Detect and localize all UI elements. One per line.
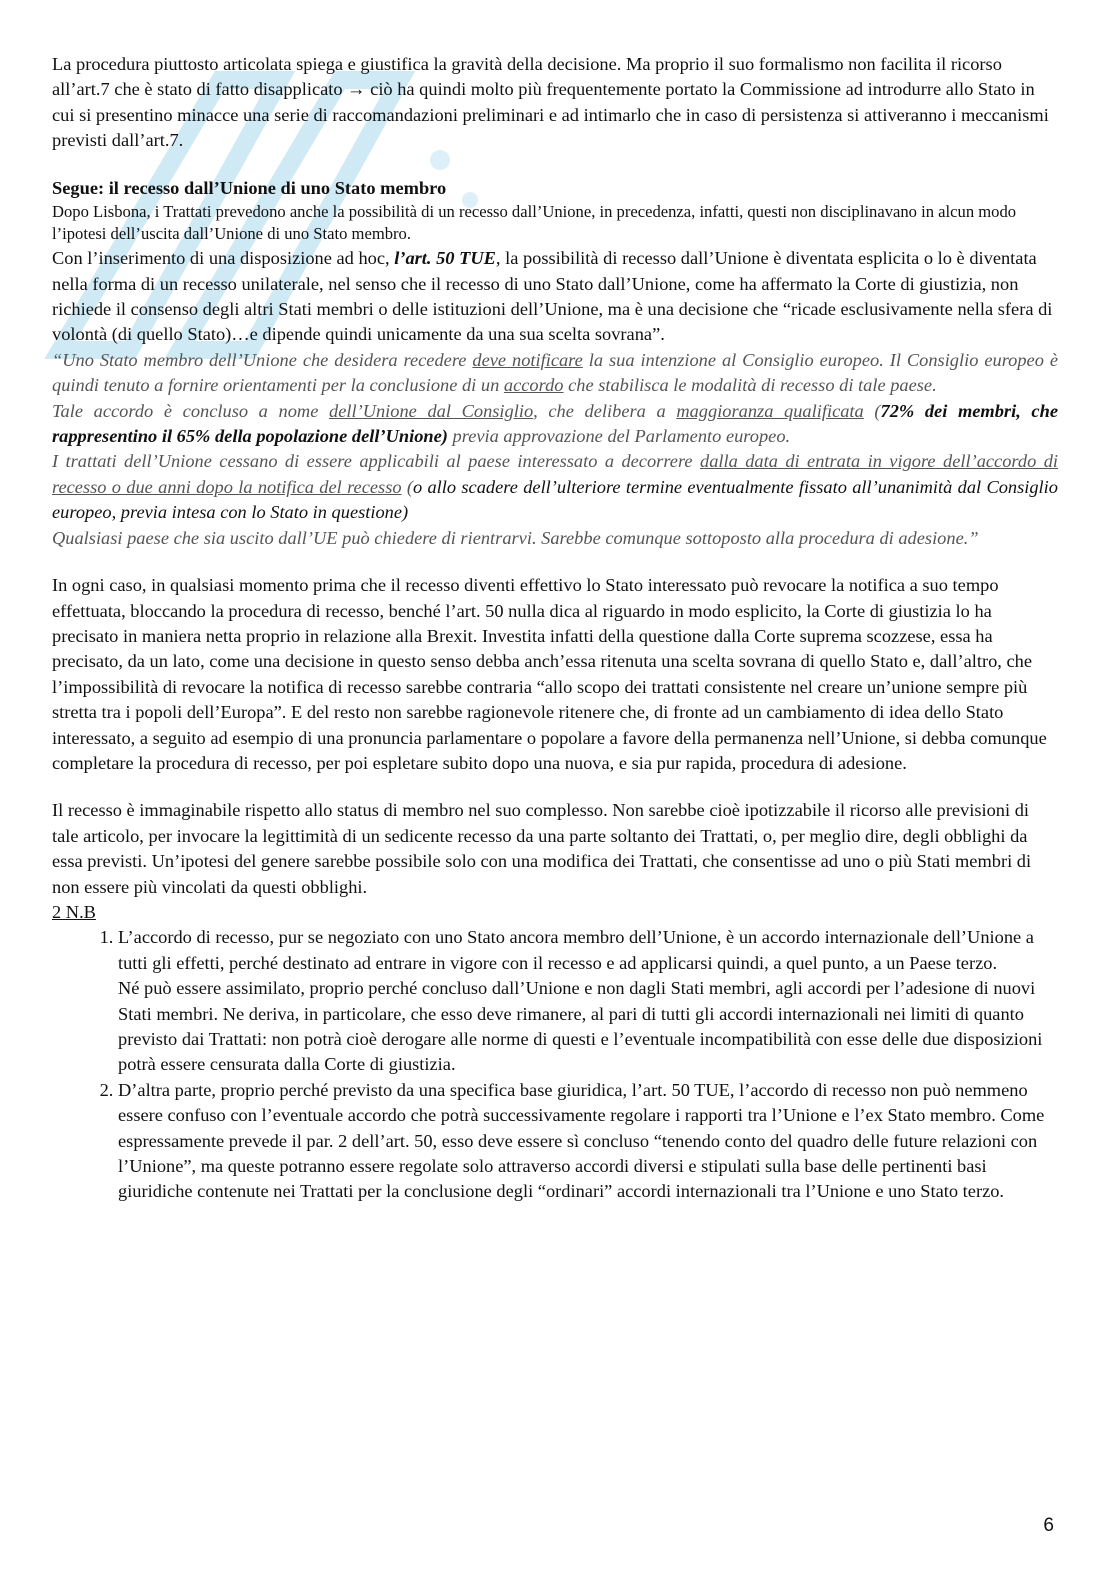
- page-number: 6: [1043, 1515, 1054, 1536]
- nb-list: [52, 925, 1058, 1204]
- section-paragraph-2: Con l’inserimento di una disposizione ad hoc, l’art. 50 TUE, la possibilità di recesso dall’Unione è diventata esplicita o lo è diventata nella forma di un recesso unilaterale, nel senso che il recesso di uno Stato dall’Unione, come ha affermato la Corte di giustizia, non richiede il consenso degli altri Stati membri o delle istituzioni dell’Unione, ma è una decisione che “ricade esclusivamente nella sfera di volontà (di quello Stato)…e dipende quindi unicamente da una sua scelta sovrana”.: [52, 248, 1053, 345]
- status-paragraph: Il recesso è immaginabile rispetto allo status di membro nel suo complesso. Non sarebbe cioè ipotizzabile il ricorso alle previsioni di tale articolo, per invocare la legittimità di un sedicente recesso da una parte soltanto dei Trattati, o, per meglio dire, degli obblighi da essa previsti. Un’ipotesi del genere sarebbe possibile solo con una modifica dei Trattati, che consentisse ad uno o più Stati membri di non essere più vincolati da questi obblighi.: [52, 800, 1032, 897]
- list-item: 2. D’altra parte, proprio perché previsto da una specifica base giuridica, l’art. 50 TUE, l’accordo di recesso non può nemmeno essere confuso con l’eventuale accordo che potrà successivamente regolare i rapporti tra l’Unione e l’ex Stato membro. Come espressamente prevede il par. 2 dell’art. 50, esso deve essere sì concluso “tenendo conto del quadro delle future relazioni con l’Unione”, ma queste potranno essere regolate solo attraverso accordi diversi e stipulati sulla base delle pertinenti basi giuridiche contenute nei Trattati per la conclusione degli “ordinari” accordi internazionali tra l’Unione e uno Stato terzo.: [118, 1078, 1058, 1205]
- section-heading: Segue: il recesso dall’Unione di uno Stato membro: [52, 177, 447, 198]
- revoke-paragraph: In ogni caso, in qualsiasi momento prima che il recesso diventi effettivo lo Stato interessato può revocare la notifica a suo tempo effettuata, bloccando la procedura di recesso, benché l’art. 50 nulla dica al riguardo in modo esplicito, la Corte di giustizia lo ha precisato in maniera netta proprio in relazione alla Brexit. Investita infatti della questione dalla Corte suprema scozzese, essa ha precisato, da un lato, come una decisione in questo senso debba anch’essa ritenuta una scelta sovrana di quello Stato e, dall’altro, che l’impossibilità di revocare la notifica di recesso sarebbe contraria “allo scopo dei trattati consistente nel creare un’unione sempre più stretta tra i popoli dell’Europa”. E del resto non sarebbe ragionevole ritenere che, di fronte ad un cambiamento di idea dello Stato interessato, a seguito ad esempio di una pronuncia parlamentare o popolare a favore della permanenza nell’Unione, si debba comunque completare la procedura di recesso, per poi espletare subito dopo una nuova, e sia pur rapida, procedura di adesione.: [52, 575, 1047, 773]
- quote-paragraph-2: Tale accordo è concluso a nome dell’Unione dal Consiglio, che delibera a maggioranza qualificata (72% dei membri, che rappresentino il 65% della popolazione dell’Unione) previa approvazione del Parlamento europeo.: [52, 400, 1058, 447]
- quote-paragraph-3: I trattati dell’Unione cessano di essere applicabili al paese interessato a decorrere dalla data di entrata in vigore dell’accordo di recesso o due anni dopo la notifica del recesso (o allo scadere dell’ulteriore termine eventualmente fissato all’unanimità dal Consiglio europeo, previa intesa con lo Stato in questione): [52, 451, 1058, 523]
- quote-paragraph-4: Qualsiasi paese che sia uscito dall’UE può chiedere di rientrarvi. Sarebbe comunque sottoposto alla procedura di adesione.”: [52, 527, 979, 548]
- art50-emphasis: l’art. 50 TUE: [394, 248, 496, 269]
- section-paragraph-1: Dopo Lisbona, i Trattati prevedono anche la possibilità di un recesso dall’Unione, in precedenza, infatti, questi non disciplinavano in alcun modo l’ipotesi dell’uscita dall’Unione di uno Stato membro.: [52, 201, 1017, 244]
- nb-label: 2 N.B: [52, 901, 96, 922]
- intro-paragraph: La procedura piuttosto articolata spiega e giustifica la gravità della decisione. Ma proprio il suo formalismo non facilita il ricorso all’art.7 che è stato di fatto disapplicato → ciò ha quindi molto più frequentemente portato la Commissione ad introdurre allo Stato in cui si presentino minacce una serie di raccomandazioni preliminari e ad intimarlo che in caso di persistenza si attiveranno i meccanismi previsti dall’art.7.: [52, 54, 1049, 151]
- document-page: [52, 52, 1058, 1205]
- quote-paragraph-1: “Uno Stato membro dell’Unione che desidera recedere deve notificare la sua intenzione al Consiglio europeo. Il Consiglio europeo è quindi tenuto a fornire orientamenti per la conclusione di un accordo che stabilisca le modalità di recesso di tale paese.: [52, 349, 1058, 396]
- list-item: 1. L’accordo di recesso, pur se negoziato con uno Stato ancora membro dell’Unione, è un accordo internazionale dell’Unione a tutti gli effetti, perché destinato ad entrare in vigore con il recesso e ad applicarsi quindi, a quel punto, a un Paese terzo. Né può essere assimilato, proprio perché concluso dall’Unione e non dagli Stati membri, agli accordi per l’adesione di nuovi Stati membri. Ne deriva, in particolare, che esso deve rimanere, al pari di tutti gli accordi internazionali nei limiti di quanto previsto dai Trattati: non potrà cioè derogare alle norme di questi e l’eventuale incompatibilità con esse delle due disposizioni potrà essere censurata dalla Corte di giustizia.: [118, 925, 1058, 1077]
